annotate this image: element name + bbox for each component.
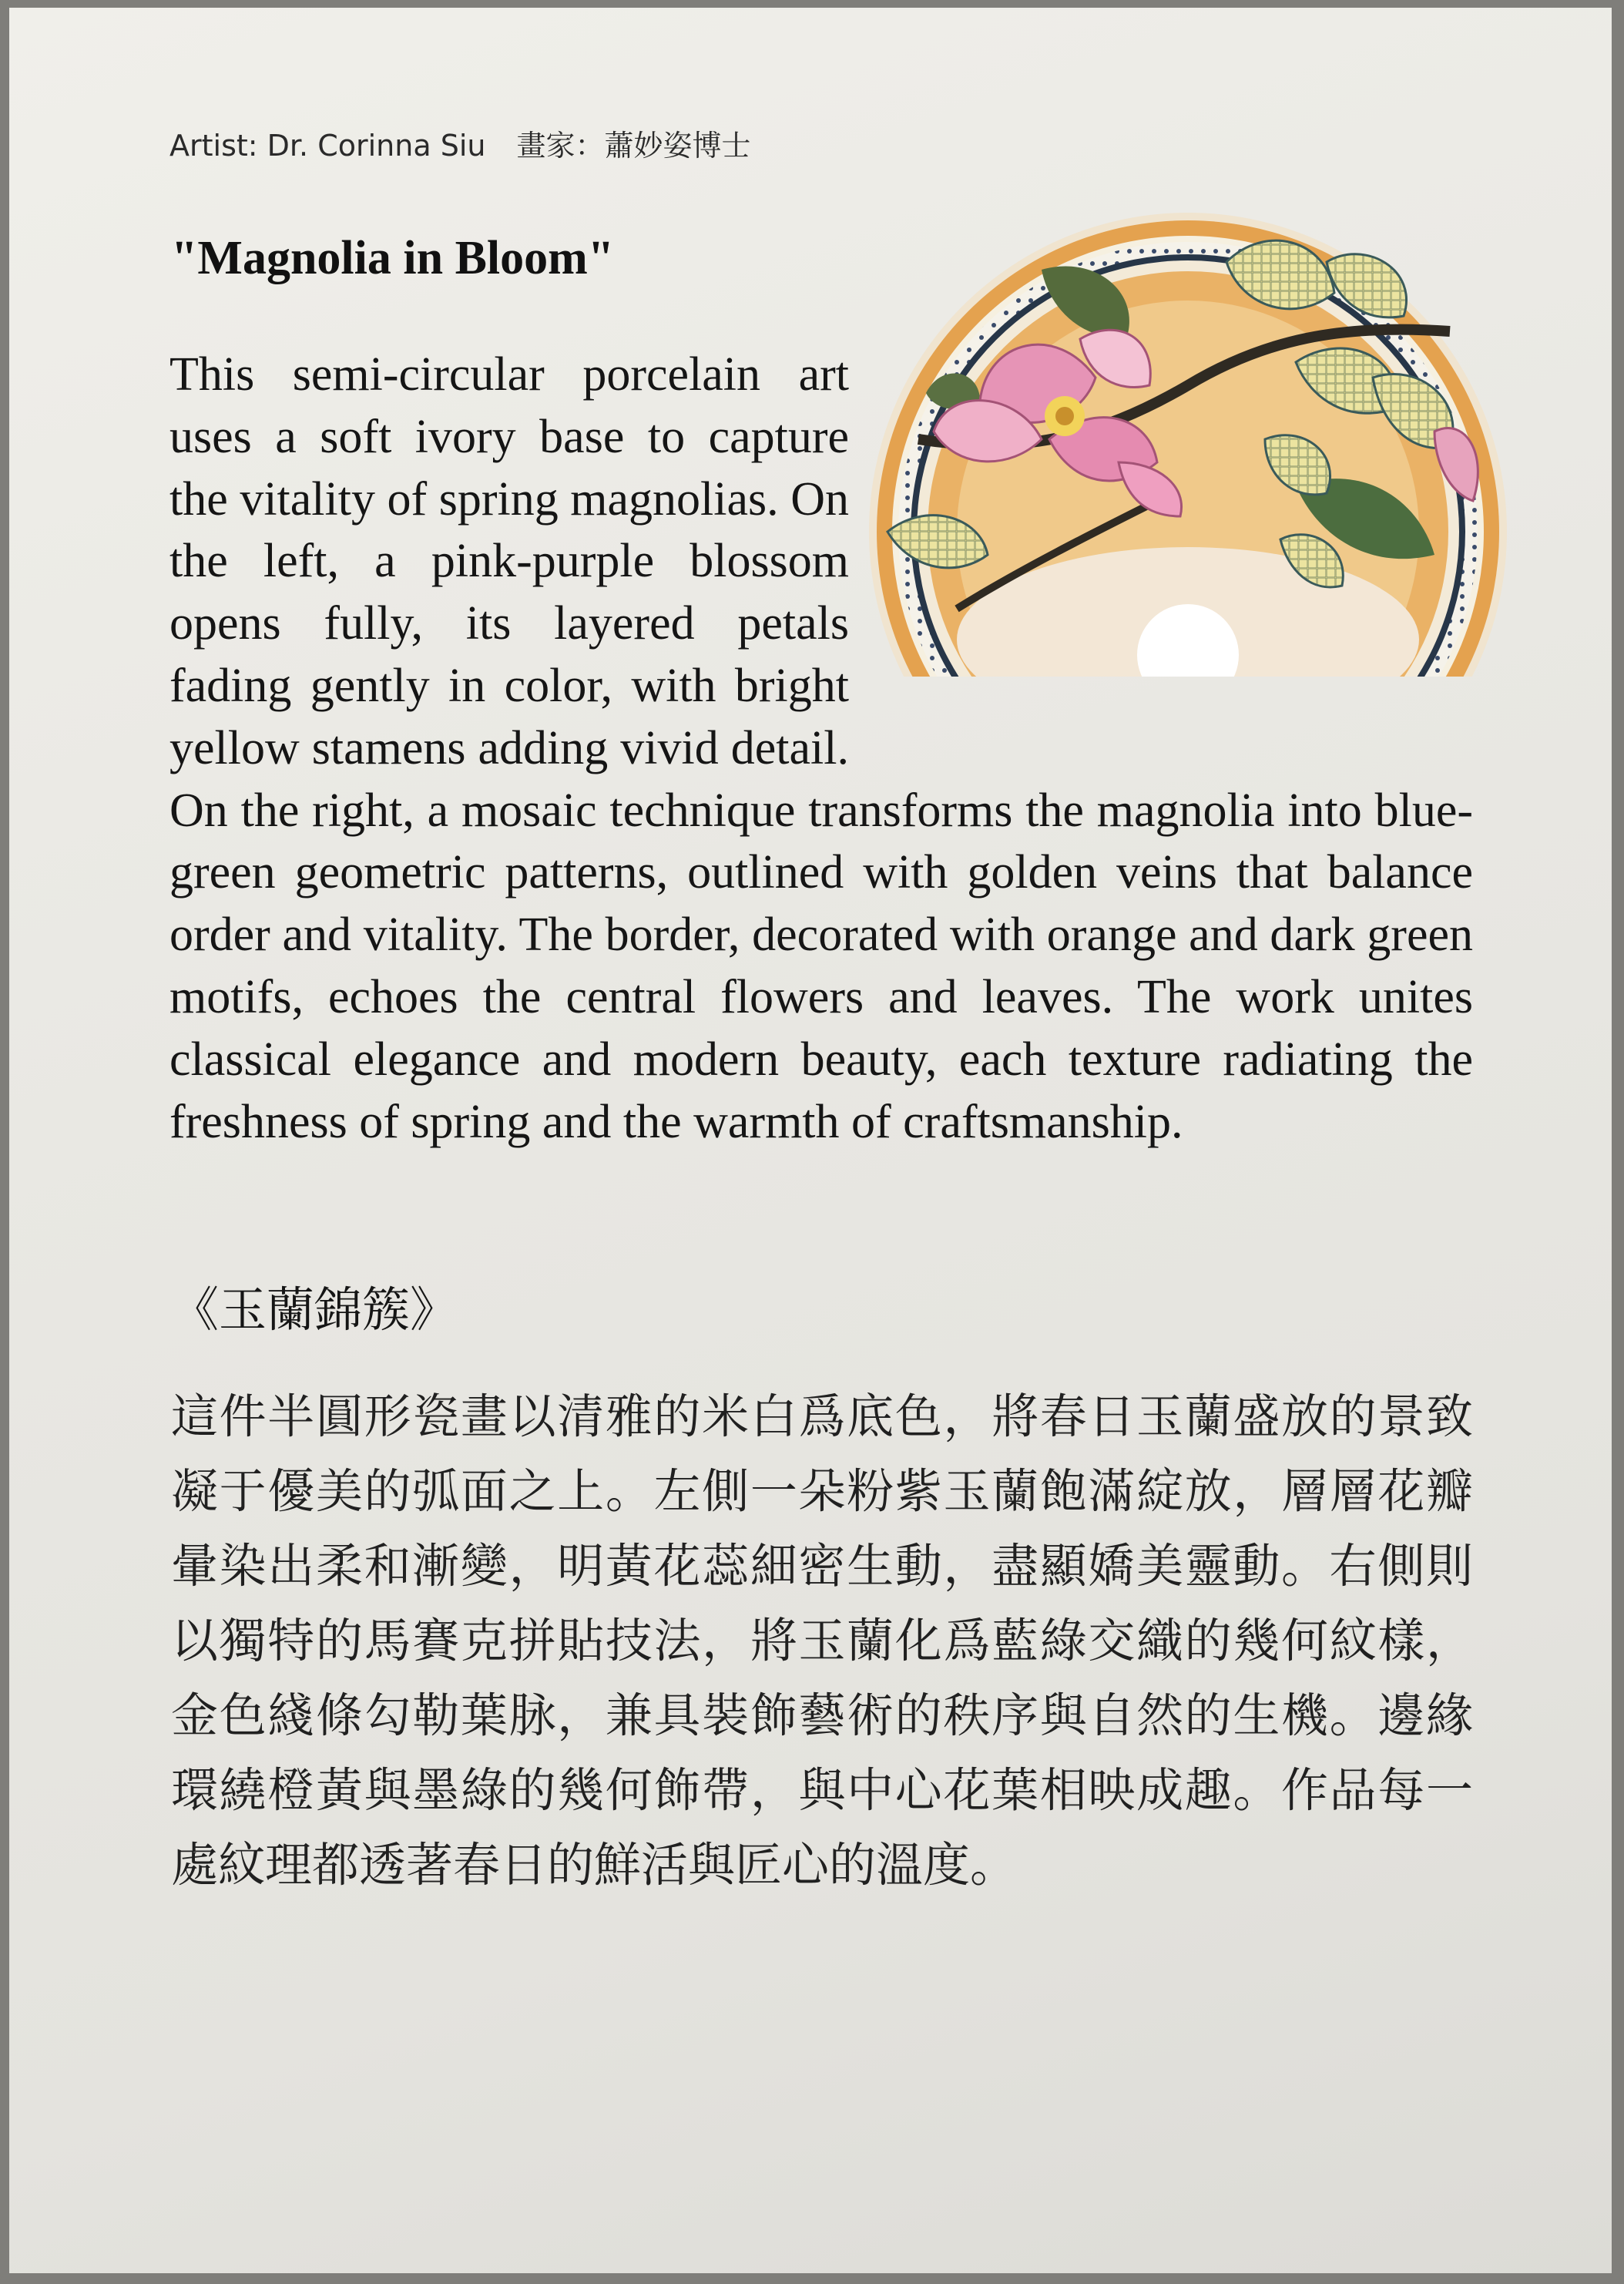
artwork-title-en: "Magnolia in Bloom": [171, 232, 615, 284]
artist-name-cn: 畫家：蕭妙姿博士: [516, 129, 751, 163]
description-en: This semi-circular porcelain art uses a soft ivory base to capture the vitality of spring magnolias. On the left, a pink-purple blossom opens fully, its layered petals fading gently in color, with bright yellow stamens adding vivid detail. On the right, a mosaic technique transforms the magnolia into blue-green geometric patterns, outlined with golden veins that balance order and vitality. The border, decorated with orange and dark green motifs, echoes the central flowers and leaves. The work unites classical elegance and modern beauty, each texture radiating the freshness of spring and the warmth of craftsmanship.: [169, 348, 1473, 1148]
artist-name-en: Artist: Dr. Corinna Siu: [169, 129, 486, 163]
artist-credit: [169, 122, 750, 164]
description-cn: 這件半圓形瓷畫以清雅的米白爲底色，將春日玉蘭盛放的景致凝于優美的弧面之上。左側一朵粉紫玉蘭飽滿綻放，層層花瓣暈染出柔和漸變，明黃花蕊細密生動，盡顯嬌美靈動。右側則以獨特的馬賽克拼貼技法，將玉蘭化爲藍綠交織的幾何紋樣，金色綫條勾勒葉脉，兼具裝飾藝術的秩序與自然的生機。邊緣環繞橙黃與墨綠的幾何飾帶，與中心花葉相映成趣。作品每一處紋理都透著春日的鮮活與匠心的溫度。: [171, 1389, 1473, 1893]
exhibit-label-card: [9, 8, 1612, 2273]
artwork-title-cn: 《玉蘭錦簇》: [171, 1281, 458, 1338]
